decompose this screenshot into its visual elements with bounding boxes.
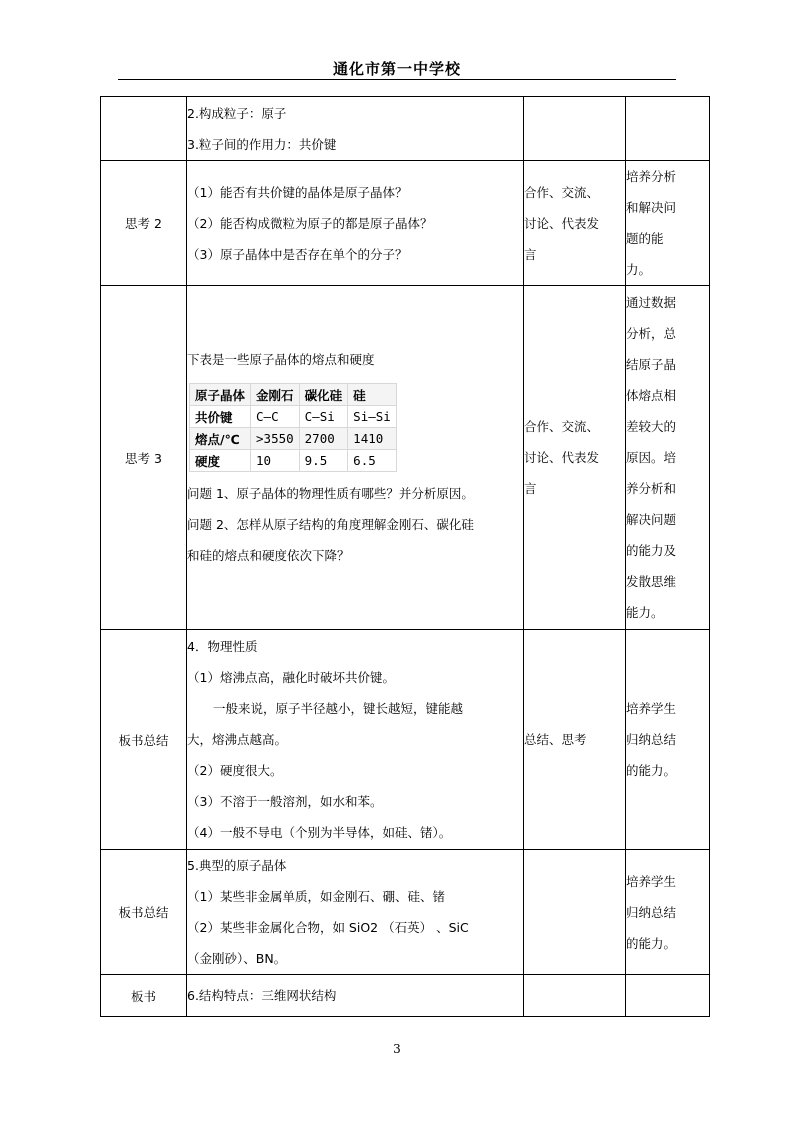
- table-cell: C—C: [251, 406, 300, 428]
- question-line: 问题 1、原子晶体的物理性质有哪些？并分析原因。: [187, 486, 474, 501]
- goal-line: 原因。培: [626, 450, 677, 465]
- row-label: 板书总结: [101, 850, 187, 975]
- content-line: 4．物理性质: [187, 639, 258, 654]
- table-cell: 6.5: [348, 450, 397, 472]
- activity-line: 讨论、代表发: [524, 450, 600, 465]
- table-cell: Si—Si: [348, 406, 397, 428]
- content-line: 2.构成粒子：原子: [187, 105, 287, 121]
- goal-line: 分析，总: [626, 326, 677, 341]
- table-row: [101, 286, 710, 630]
- row-content: [187, 630, 524, 850]
- row-goal: [626, 630, 710, 850]
- table-row: [101, 850, 710, 975]
- table-cell: 硅: [348, 384, 397, 406]
- row-label: 板书: [101, 975, 187, 1017]
- goal-line: 和解决问: [626, 200, 677, 215]
- goal-line: 的能力及: [626, 543, 677, 558]
- table-cell: >3550: [251, 428, 300, 450]
- goal-line: 归纳总结: [626, 904, 677, 920]
- row-label: 思考 3: [101, 286, 187, 630]
- row-content: [187, 286, 524, 630]
- content-line: （金刚砂）、BN。: [187, 951, 287, 966]
- goal-line: 差较大的: [626, 419, 677, 434]
- goal-line: 培养分析: [626, 169, 677, 184]
- content-line: 5.典型的原子晶体: [187, 858, 287, 873]
- goal-line: 归纳总结: [626, 732, 677, 747]
- table-row: [101, 97, 710, 161]
- content-line: （1）能否有共价键的晶体是原子晶体？: [187, 184, 408, 200]
- row-label: 思考 2: [101, 161, 187, 286]
- row-activity: [524, 850, 626, 975]
- content-line: 3.粒子间的作用力：共价键: [187, 136, 337, 152]
- row-goal: [626, 97, 710, 161]
- question-line: 问题 2、怎样从原子结构的角度理解金刚石、碳化硅: [187, 517, 474, 532]
- table-cell: 熔点/℃: [190, 428, 251, 450]
- melting-point-table: [189, 383, 397, 472]
- table-row: [101, 161, 710, 286]
- table-cell: 共价键: [190, 406, 251, 428]
- content-line: 大，熔沸点越高。: [187, 732, 288, 747]
- goal-line: 的能力。: [626, 935, 677, 951]
- activity-line: 讨论、代表发: [524, 215, 600, 231]
- content-line: （2）硬度很大。: [187, 763, 283, 778]
- table-cell: 原子晶体: [190, 384, 251, 406]
- data-row: [190, 450, 397, 472]
- row-goal: [626, 850, 710, 975]
- question-line: 和硅的熔点和硬度依次下降？: [187, 548, 350, 563]
- page-number: 3: [393, 1042, 401, 1056]
- goal-line: 解决问题: [626, 512, 677, 527]
- table-cell: C—Si: [299, 406, 348, 428]
- data-row: [190, 384, 397, 406]
- data-row: [190, 406, 397, 428]
- row-activity: [524, 161, 626, 286]
- content-line: （4）一般不导电（个别为半导体，如硅、锗）。: [187, 825, 452, 840]
- content-line: （2）能否构成微粒为原子的都是原子晶体？: [187, 215, 433, 231]
- row-label: 板书总结: [101, 630, 187, 850]
- row-label: [101, 97, 187, 161]
- activity-line: 言: [524, 246, 537, 262]
- table-cell: 1410: [348, 428, 397, 450]
- content-line: 6.结构特点：三维网状结构: [187, 988, 337, 1003]
- activity-line: 总结、思考: [524, 732, 587, 747]
- row-content: [187, 850, 524, 975]
- table-cell: 9.5: [299, 450, 348, 472]
- goal-line: 养分析和: [626, 481, 677, 496]
- table-row: [101, 975, 710, 1017]
- row-goal: [626, 161, 710, 286]
- content-line: （1）熔沸点高，融化时破坏共价键。: [187, 670, 395, 685]
- row-activity: [524, 630, 626, 850]
- row-goal: [626, 975, 710, 1017]
- goal-line: 体熔点相: [626, 388, 677, 403]
- row-content: [187, 975, 524, 1017]
- content-line: （3）原子晶体中是否存在单个的分子？: [187, 246, 408, 262]
- header-rule: [118, 79, 676, 80]
- goal-line: 能力。: [626, 605, 664, 620]
- table-cell: 金刚石: [251, 384, 300, 406]
- goal-line: 结原子晶: [626, 357, 677, 372]
- intro-text: 下表是一些原子晶体的熔点和硬度: [187, 352, 375, 367]
- table-cell: 2700: [299, 428, 348, 450]
- content-line: （3）不溶于一般溶剂，如水和苯。: [187, 794, 383, 809]
- goal-line: 培养学生: [626, 701, 677, 716]
- goal-line: 通过数据: [626, 295, 677, 310]
- goal-line: 力。: [626, 262, 652, 277]
- table-cell: 10: [251, 450, 300, 472]
- data-row: [190, 428, 397, 450]
- activity-line: 言: [524, 481, 537, 496]
- table-cell: 碳化硅: [299, 384, 348, 406]
- row-content: [187, 97, 524, 161]
- row-activity: [524, 97, 626, 161]
- row-goal: [626, 286, 710, 630]
- goal-line: 的能力。: [626, 763, 677, 778]
- row-activity: [524, 286, 626, 630]
- content-line: （2）某些非金属化合物，如 SiO2 （石英） 、SiC: [187, 920, 469, 935]
- table-row: [101, 630, 710, 850]
- row-activity: [524, 975, 626, 1017]
- page-header-title: 通化市第一中学校: [332, 60, 461, 78]
- activity-line: 合作、交流、: [524, 419, 600, 434]
- goal-line: 题的能: [626, 231, 664, 246]
- goal-line: 培养学生: [626, 873, 677, 889]
- content-line: （1）某些非金属单质，如金刚石、硼、硅、锗: [187, 889, 445, 904]
- content-line: 一般来说，原子半径越小，键长越短，键能越: [213, 701, 464, 716]
- goal-line: 发散思维: [626, 574, 677, 589]
- row-content: [187, 161, 524, 286]
- lesson-plan-table: [100, 96, 710, 1017]
- activity-line: 合作、交流、: [524, 184, 600, 200]
- table-cell: 硬度: [190, 450, 251, 472]
